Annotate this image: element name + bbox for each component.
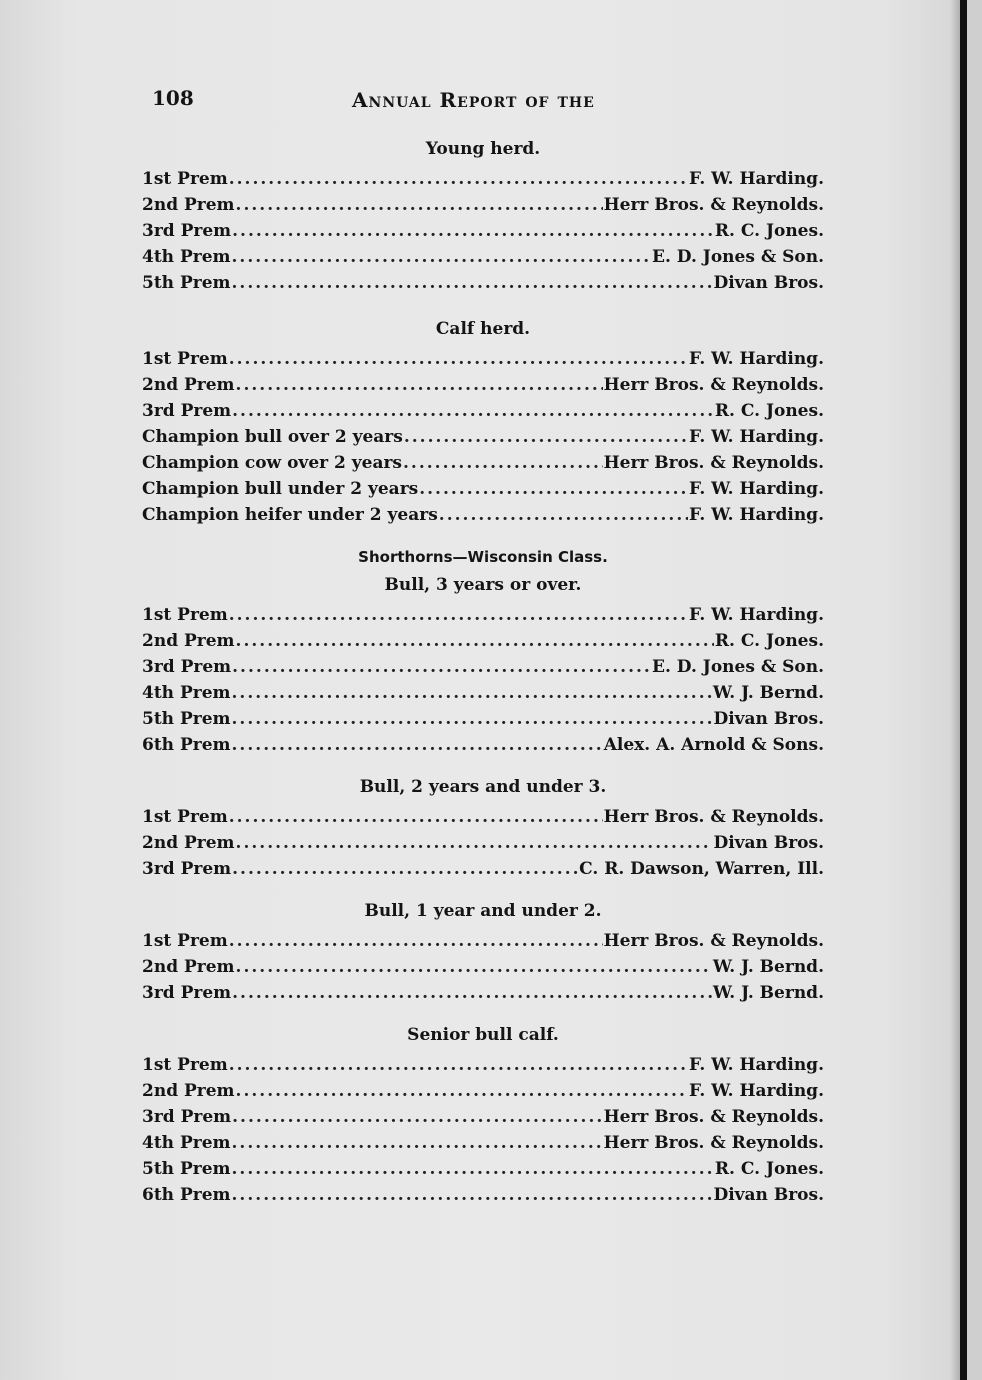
award-entry — [142, 602, 824, 628]
award-label: 1st Prem — [142, 1055, 228, 1075]
section-bull-2-years — [142, 776, 824, 882]
award-label: Champion bull under 2 years — [142, 479, 419, 499]
award-entry — [142, 424, 824, 450]
dot-leader — [403, 450, 603, 476]
award-entry — [142, 954, 824, 980]
dot-leader — [232, 732, 603, 758]
dot-leader — [229, 346, 688, 372]
award-winner: Herr Bros. & Reynolds. — [603, 807, 824, 827]
award-entry — [142, 476, 824, 502]
award-label: 1st Prem — [142, 169, 228, 189]
dot-leader — [236, 830, 713, 856]
award-entry — [142, 192, 824, 218]
award-label: 1st Prem — [142, 931, 228, 951]
award-winner: Herr Bros. & Reynolds. — [603, 375, 824, 395]
award-winner: W. J. Bernd. — [712, 683, 824, 703]
award-winner: Divan Bros. — [713, 709, 824, 729]
award-label: 2nd Prem — [142, 957, 235, 977]
dot-leader — [236, 1078, 688, 1104]
section-gap — [142, 296, 824, 318]
dot-leader — [229, 928, 603, 954]
award-label: 1st Prem — [142, 349, 228, 369]
premium-list — [142, 138, 824, 1208]
dot-leader — [229, 166, 688, 192]
award-entry — [142, 856, 824, 882]
award-entry — [142, 830, 824, 856]
dot-leader — [232, 1182, 713, 1208]
award-label: 3rd Prem — [142, 983, 232, 1003]
dot-leader — [236, 628, 714, 654]
award-label: 1st Prem — [142, 807, 228, 827]
award-entry — [142, 1078, 824, 1104]
award-label: 4th Prem — [142, 1133, 231, 1153]
section-bull-3-years — [142, 546, 824, 758]
section-bull-1-year — [142, 900, 824, 1006]
award-label: 3rd Prem — [142, 859, 232, 879]
award-label: 2nd Prem — [142, 195, 235, 215]
dot-leader — [232, 680, 712, 706]
dot-leader — [232, 218, 714, 244]
award-winner: F. W. Harding. — [688, 169, 824, 189]
award-label: Champion heifer under 2 years — [142, 505, 438, 525]
award-winner: F. W. Harding. — [688, 605, 824, 625]
award-winner: F. W. Harding. — [688, 1055, 824, 1075]
award-winner: R. C. Jones. — [714, 1159, 824, 1179]
award-entry — [142, 1130, 824, 1156]
award-winner: Alex. A. Arnold & Sons. — [603, 735, 824, 755]
dot-leader — [232, 856, 578, 882]
award-winner: W. J. Bernd. — [712, 957, 824, 977]
award-label: 2nd Prem — [142, 833, 235, 853]
award-entry — [142, 270, 824, 296]
award-winner: F. W. Harding. — [688, 505, 824, 525]
award-entry — [142, 804, 824, 830]
dot-leader — [232, 1104, 602, 1130]
award-winner: Herr Bros. & Reynolds. — [603, 195, 824, 215]
award-entry — [142, 628, 824, 654]
award-label: 5th Prem — [142, 1159, 231, 1179]
award-label: 5th Prem — [142, 709, 231, 729]
award-entry — [142, 450, 824, 476]
award-entry — [142, 372, 824, 398]
award-entry — [142, 218, 824, 244]
award-label: 3rd Prem — [142, 221, 232, 241]
award-winner: R. C. Jones. — [714, 401, 824, 421]
award-entry — [142, 166, 824, 192]
section-heading: Bull, 1 year and under 2. — [364, 901, 602, 921]
section-gap — [142, 882, 824, 900]
award-entry — [142, 244, 824, 270]
award-label: Champion cow over 2 years — [142, 453, 402, 473]
award-entry — [142, 654, 824, 680]
award-entry — [142, 732, 824, 758]
book-spine-edge — [960, 0, 967, 1380]
award-winner: Herr Bros. & Reynolds. — [603, 1133, 824, 1153]
award-label: 5th Prem — [142, 273, 231, 293]
award-label: 6th Prem — [142, 1185, 231, 1205]
award-label: Champion bull over 2 years — [142, 427, 403, 447]
section-gap — [142, 1006, 824, 1024]
award-label: 2nd Prem — [142, 631, 235, 651]
dot-leader — [232, 980, 712, 1006]
award-winner: Herr Bros. & Reynolds. — [603, 931, 824, 951]
award-label: 2nd Prem — [142, 1081, 235, 1101]
award-label: 2nd Prem — [142, 375, 235, 395]
award-label: 6th Prem — [142, 735, 231, 755]
award-entry — [142, 1182, 824, 1208]
award-entry — [142, 1052, 824, 1078]
running-head: Annual Report of the — [352, 88, 595, 112]
dot-leader — [236, 192, 603, 218]
award-entry — [142, 1104, 824, 1130]
award-entry — [142, 980, 824, 1006]
dot-leader — [236, 954, 712, 980]
dot-leader — [229, 1052, 688, 1078]
award-entry — [142, 928, 824, 954]
award-label: 1st Prem — [142, 605, 228, 625]
dot-leader — [229, 804, 603, 830]
award-winner: E. D. Jones & Son. — [652, 247, 824, 267]
award-winner: F. W. Harding. — [688, 1081, 824, 1101]
award-entry — [142, 346, 824, 372]
dot-leader — [232, 270, 713, 296]
dot-leader — [404, 424, 688, 450]
section-gap — [142, 528, 824, 546]
dot-leader — [439, 502, 688, 528]
dot-leader — [232, 654, 651, 680]
award-label: 3rd Prem — [142, 401, 232, 421]
section-heading: Bull, 3 years or over. — [384, 575, 582, 595]
dot-leader — [232, 398, 714, 424]
award-entry — [142, 680, 824, 706]
award-entry — [142, 706, 824, 732]
award-label: 4th Prem — [142, 683, 231, 703]
award-label: 3rd Prem — [142, 1107, 232, 1127]
dot-leader — [232, 1130, 603, 1156]
dot-leader — [232, 1156, 714, 1182]
section-heading: Young herd. — [425, 139, 541, 159]
section-calf-herd — [142, 318, 824, 528]
dot-leader — [232, 706, 713, 732]
section-heading: Calf herd. — [435, 319, 531, 339]
dot-leader — [236, 372, 603, 398]
page-gutter-shadow — [950, 0, 960, 1380]
award-entry — [142, 1156, 824, 1182]
class-heading: Shorthorns—Wisconsin Class. — [358, 548, 608, 566]
section-young-herd — [142, 138, 824, 296]
award-label: 4th Prem — [142, 247, 231, 267]
award-winner: F. W. Harding. — [688, 427, 824, 447]
award-winner: R. C. Jones. — [714, 631, 824, 651]
page-number: 108 — [152, 86, 194, 110]
award-winner: Herr Bros. & Reynolds. — [603, 1107, 824, 1127]
award-winner: Herr Bros. & Reynolds. — [603, 453, 824, 473]
award-winner: E. D. Jones & Son. — [652, 657, 824, 677]
award-winner: F. W. Harding. — [688, 479, 824, 499]
dot-leader — [229, 602, 688, 628]
award-winner: R. C. Jones. — [714, 221, 824, 241]
award-winner: C. R. Dawson, Warren, Ill. — [579, 859, 824, 879]
dot-leader — [419, 476, 688, 502]
award-winner: Divan Bros. — [713, 833, 824, 853]
award-winner: Divan Bros. — [713, 273, 824, 293]
award-entry — [142, 502, 824, 528]
section-heading: Bull, 2 years and under 3. — [359, 777, 607, 797]
section-gap — [142, 758, 824, 776]
award-entry — [142, 398, 824, 424]
award-label: 3rd Prem — [142, 657, 232, 677]
section-heading: Senior bull calf. — [407, 1025, 559, 1045]
dot-leader — [232, 244, 652, 270]
award-winner: F. W. Harding. — [688, 349, 824, 369]
award-winner: W. J. Bernd. — [712, 983, 824, 1003]
award-winner: Divan Bros. — [713, 1185, 824, 1205]
page-edge-margin — [967, 0, 982, 1380]
section-senior-bull-calf — [142, 1024, 824, 1208]
